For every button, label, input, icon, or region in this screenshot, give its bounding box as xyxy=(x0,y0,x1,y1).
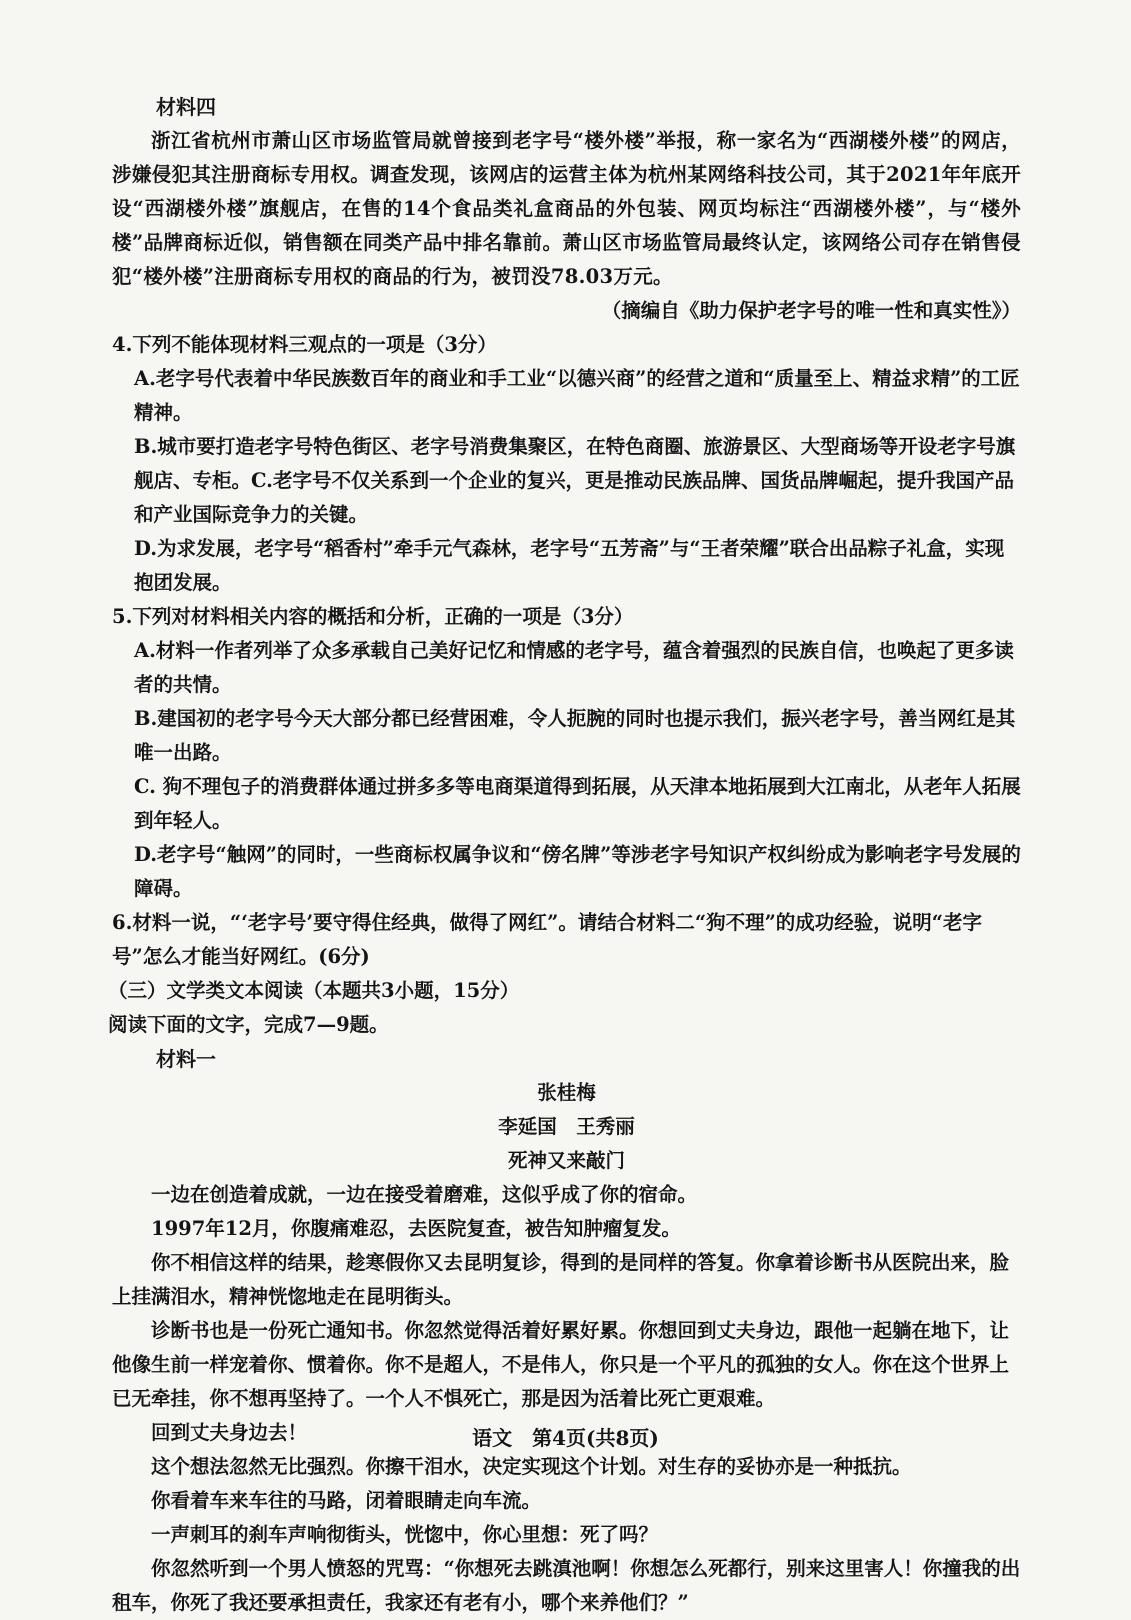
question-5-option-d xyxy=(112,838,1021,906)
question-4-option-b xyxy=(112,430,1021,532)
question-4-option-a xyxy=(112,362,1021,430)
question-6-stem: 6.材料一说，“‘老字号’要守得住经典，做得了网红”。请结合材料二“狗不理”的成功经验，说明“老字号”怎么才能当好网红。(6分) xyxy=(112,911,983,968)
story-paragraph: 回到丈夫身边去！ xyxy=(151,1421,308,1444)
option-text: D.老字号“触网”的同时，一些商标权属争议和“傍名牌”等涉老字号知识产权纠纷成为影响老字号发展的障碍。 xyxy=(134,843,1021,900)
material4-body: 浙江省杭州市萧山区市场监管局就曾接到老字号“楼外楼”举报，称一家名为“西湖楼外楼”的网店，涉嫌侵犯其注册商标专用权。调查发现，该网店的运营主体为杭州某网络科技公司，其于2021年年底开设“西湖楼外楼”旗舰店，在售的14个食品类礼盒商品的外包装、网页均标注“西湖楼外楼”，与“楼外楼”品牌商标近似，销售额在同类产品中排名靠前。萧山区市场监管局最终认定，该网络公司存在销售侵犯“楼外楼”注册商标专用权的商品的行为，被罚没78.03万元。 xyxy=(112,129,1021,288)
section-3-instruction: 阅读下面的文字，完成7—9题。 xyxy=(108,1013,389,1036)
option-text: A.材料一作者列举了众多承载自己美好记忆和情感的老字号，蕴含着强烈的民族自信，也唤起了更多读者的共情。 xyxy=(134,639,1014,696)
option-text: B.城市要打造老字号特色街区、老字号消费集聚区，在特色商圈、旅游景区、大型商场等开设老字号旗舰店、专柜。C.老字号不仅关系到一个企业的复兴，更是推动民族品牌、国货品牌崛起，提升我国产品和产业国际竞争力的关键。 xyxy=(134,435,1016,526)
option-text: C. 狗不理包子的消费群体通过拼多多等电商渠道得到拓展，从天津本地拓展到大江南北，从老年人拓展到年轻人。 xyxy=(134,775,1021,832)
section-3-title: （三）文学类文本阅读（本题共3小题，15分） xyxy=(108,979,520,1002)
question-5-option-a xyxy=(112,634,1021,702)
article-title: 张桂梅 xyxy=(537,1081,596,1104)
material4-heading: 材料四 xyxy=(156,95,216,119)
question-5-stem: 5.下列对材料相关内容的概括和分析，正确的一项是（3分） xyxy=(112,605,634,628)
page-footer: 语文 第4页(共8页) xyxy=(472,1426,659,1450)
question-5-option-b xyxy=(112,702,1021,770)
story-paragraph: 一声刺耳的刹车声响彻街头，恍惚中，你心里想：死了吗？ xyxy=(151,1523,659,1546)
question-5-option-c xyxy=(112,770,1021,838)
option-text: D.为求发展，老字号“稻香村”牵手元气森林，老字号“五芳斋”与“王者荣耀”联合出品粽子礼盒，实现抱团发展。 xyxy=(134,537,1005,594)
story-paragraph: 你不相信这样的结果，趁寒假你又去昆明复诊，得到的是同样的答复。你拿着诊断书从医院出来，脸上挂满泪水，精神恍惚地走在昆明街头。 xyxy=(112,1251,1010,1308)
question-4-option-d xyxy=(112,532,1021,600)
material4-source: （摘编自《助力保护老字号的唯一性和真实性》） xyxy=(601,299,1021,322)
story-paragraph: 一边在创造着成就，一边在接受着磨难，这似乎成了你的宿命。 xyxy=(151,1183,698,1206)
question-4-stem: 4.下列不能体现材料三观点的一项是（3分） xyxy=(112,333,497,356)
article-subtitle: 死神又来敲门 xyxy=(507,1149,625,1172)
story-paragraph: 诊断书也是一份死亡通知书。你忽然觉得活着好累好累。你想回到丈夫身边，跟他一起躺在地下，让他像生前一样宠着你、惯着你。你不是超人，不是伟人，你只是一个平凡的孤独的女人。你在这个世界上已无牵挂，你不想再坚持了。一个人不惧死亡，那是因为活着比死亡更艰难。 xyxy=(112,1319,1010,1410)
option-text: B.建国初的老字号今天大部分都已经营困难，令人扼腕的同时也提示我们，振兴老字号，善当网红是其唯一出路。 xyxy=(134,707,1016,764)
section-3-material-heading: 材料一 xyxy=(156,1047,216,1071)
story-paragraph: 你忽然听到一个男人愤怒的咒骂：“你想死去跳滇池啊！你想怎么死都行，别来这里害人！你撞我的出租车，你死了我还要承担责任，我家还有老有小，哪个来养他们？” xyxy=(112,1557,1021,1614)
story-paragraph: 这个想法忽然无比强烈。你擦干泪水，决定实现这个计划。对生存的妥协亦是一种抵抗。 xyxy=(151,1455,912,1478)
option-text: A.老字号代表着中华民族数百年的商业和手工业“以德兴商”的经营之道和“质量至上、精益求精”的工匠精神。 xyxy=(134,367,1020,424)
article-authors: 李延国 王秀丽 xyxy=(498,1115,635,1138)
story-paragraph: 你看着车来车往的马路，闭着眼睛走向车流。 xyxy=(151,1489,542,1512)
story-paragraph: 1997年12月，你腹痛难忍，去医院复查，被告知肿瘤复发。 xyxy=(151,1217,681,1240)
